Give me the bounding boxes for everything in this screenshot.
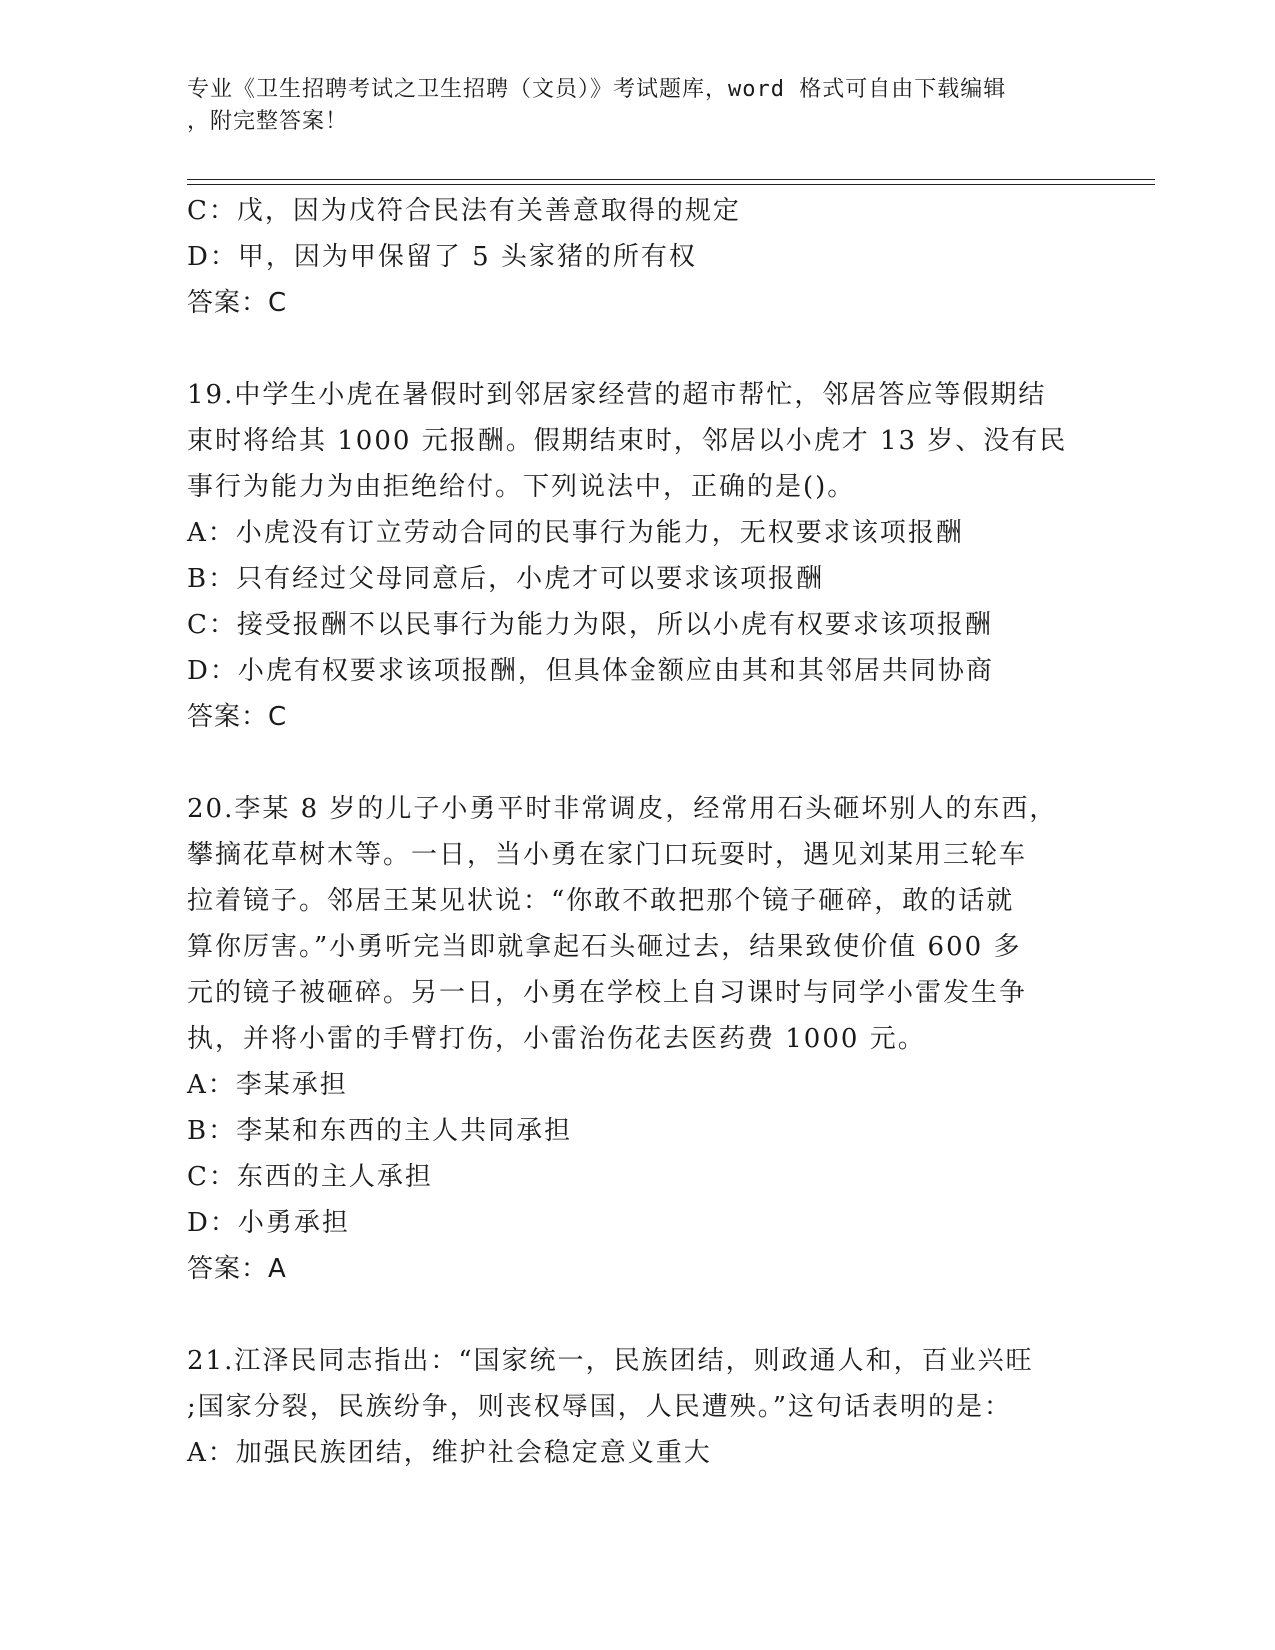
option-c: C：接受报酬不以民事行为能力为限，所以小虎有权要求该项报酬 <box>187 610 993 640</box>
answer: 答案：A <box>187 1254 287 1284</box>
option-d: D：甲，因为甲保留了 5 头家猪的所有权 <box>187 242 697 272</box>
question-stem-line: 束时将给其 1000 元报酬。假期结束时，邻居以小虎才 13 岁、没有民 <box>187 426 1068 456</box>
option-c: C：东西的主人承担 <box>187 1162 433 1192</box>
question-20 <box>187 786 1087 1292</box>
question-stem-line: 拉着镜子。邻居王某见状说：“你敢不敢把那个镜子砸碎，敢的话就 <box>187 886 1015 916</box>
option-a: A：加强民族团结，维护社会稳定意义重大 <box>187 1438 712 1468</box>
header-divider-bottom <box>187 184 1155 185</box>
option-d: D：小勇承担 <box>187 1208 350 1238</box>
question-stem-line: 19.中学生小虎在暑假时到邻居家经营的超市帮忙，邻居答应等假期结 <box>187 380 1047 410</box>
question-19 <box>187 372 1087 740</box>
option-d: D：小虎有权要求该项报酬，但具体金额应由其和其邻居共同协商 <box>187 656 994 686</box>
answer: 答案：C <box>187 288 288 318</box>
option-b: B：只有经过父母同意后，小虎才可以要求该项报酬 <box>187 564 825 594</box>
header-divider-top <box>187 179 1155 180</box>
question-stem-line: 算你厉害。”小勇听完当即就拿起石头砸过去，结果致使价值 600 多 <box>187 932 1022 962</box>
header-line-1: 专业《卫生招聘考试之卫生招聘（文员）》考试题库，word 格式可自由下载编辑 <box>187 77 1007 102</box>
option-a: A：李某承担 <box>187 1070 348 1100</box>
document-header <box>187 74 1087 138</box>
option-a: A：小虎没有订立劳动合同的民事行为能力，无权要求该项报酬 <box>187 518 964 548</box>
document-body <box>187 188 1087 1476</box>
question-stem-line: 21.江泽民同志指出：“国家统一，民族团结，则政通人和，百业兴旺 <box>187 1346 1034 1376</box>
option-c: C：戊，因为戊符合民法有关善意取得的规定 <box>187 196 741 226</box>
question-21 <box>187 1338 1087 1476</box>
question-stem-line: ;国家分裂，民族纷争，则丧权辱国，人民遭殃。”这句话表明的是： <box>187 1392 1013 1422</box>
question-stem-line: 元的镜子被砸碎。另一日，小勇在学校上自习课时与同学小雷发生争 <box>187 978 1028 1008</box>
header-line-2: ，附完整答案！ <box>187 109 349 134</box>
question-stem-line: 20.李某 8 岁的儿子小勇平时非常调皮，经常用石头砸坏别人的东西， <box>187 794 1058 824</box>
question-stem-line: 事行为能力为由拒绝给付。下列说法中，正确的是()。 <box>187 472 856 502</box>
option-b: B：李某和东西的主人共同承担 <box>187 1116 573 1146</box>
question-stem-line: 执，并将小雷的手臂打伤，小雷治伤花去医药费 1000 元。 <box>187 1024 926 1054</box>
answer: 答案：C <box>187 702 288 732</box>
question-18-tail <box>187 188 1087 326</box>
question-stem-line: 攀摘花草树木等。一日，当小勇在家门口玩耍时，遇见刘某用三轮车 <box>187 840 1028 870</box>
